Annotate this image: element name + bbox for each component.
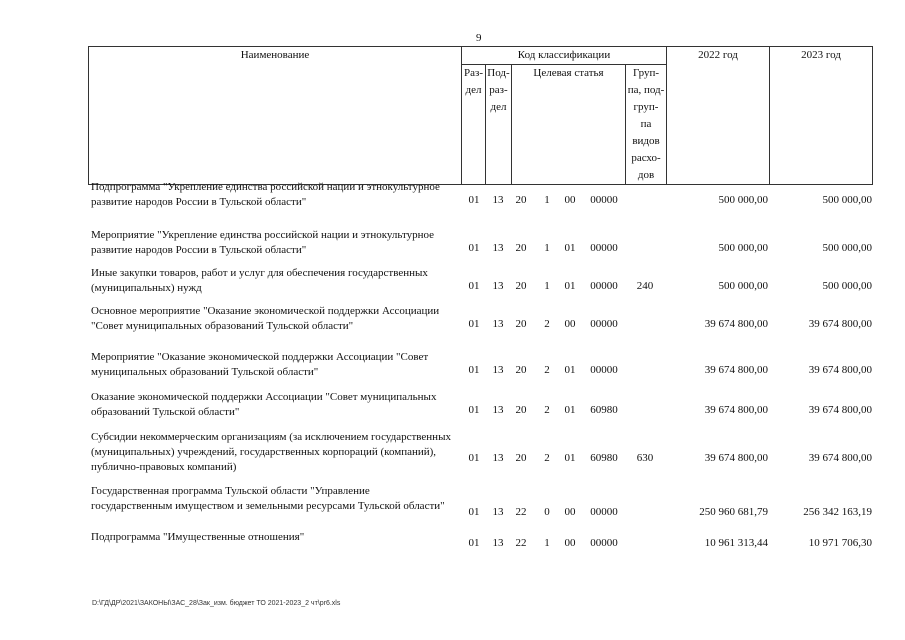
amount-2023: 500 000,00 bbox=[822, 194, 872, 206]
header-podrazdel: Под- раз- дел bbox=[486, 65, 512, 185]
cell-t2: 2 bbox=[544, 452, 550, 464]
row-name: Субсидии некоммерческим организациям (за исключением государственных (муниципальных) учреждений, государственных корпораций (компаний), публично-правовых компаний) bbox=[91, 431, 451, 473]
cell-t1: 20 bbox=[515, 452, 527, 464]
cell-r: 01 bbox=[468, 404, 480, 416]
page-number: 9 bbox=[476, 32, 482, 44]
amount-2023: 39 674 800,00 bbox=[808, 452, 872, 464]
cell-t2: 2 bbox=[544, 404, 550, 416]
cell-t4: 00000 bbox=[590, 194, 618, 206]
cell-t4: 00000 bbox=[590, 537, 618, 549]
cell-pr: 13 bbox=[492, 194, 504, 206]
cell-t4: 60980 bbox=[590, 452, 618, 464]
cell-pr: 13 bbox=[492, 242, 504, 254]
amount-2023: 39 674 800,00 bbox=[808, 364, 872, 376]
amount-2022: 39 674 800,00 bbox=[704, 404, 768, 416]
amount-2022: 500 000,00 bbox=[718, 194, 768, 206]
cell-t3: 01 bbox=[564, 242, 576, 254]
cell-r: 01 bbox=[468, 506, 480, 518]
amount-2022: 250 960 681,79 bbox=[699, 506, 768, 518]
cell-t4: 60980 bbox=[590, 404, 618, 416]
header-group: Груп- па, под- груп- па видов расхо- дов bbox=[626, 65, 667, 185]
amount-2023: 39 674 800,00 bbox=[808, 318, 872, 330]
cell-t1: 22 bbox=[515, 506, 527, 518]
cell-t2: 2 bbox=[544, 364, 550, 376]
amount-2022: 39 674 800,00 bbox=[704, 318, 768, 330]
cell-t2: 2 bbox=[544, 318, 550, 330]
amount-2022: 10 961 313,44 bbox=[704, 537, 768, 549]
cell-r: 01 bbox=[468, 194, 480, 206]
row-name: Мероприятие "Оказание экономической поддержки Ассоциации "Совет муниципальных образований Тульской области" bbox=[91, 351, 429, 378]
cell-t4: 00000 bbox=[590, 364, 618, 376]
cell-pr: 13 bbox=[492, 364, 504, 376]
cell-t1: 20 bbox=[515, 242, 527, 254]
row-name: Оказание экономической поддержки Ассоциации "Совет муниципальных образований Тульской области" bbox=[91, 391, 437, 418]
cell-t3: 01 bbox=[564, 452, 576, 464]
amount-2022: 39 674 800,00 bbox=[704, 364, 768, 376]
table-header bbox=[88, 46, 873, 185]
cell-t1: 20 bbox=[515, 364, 527, 376]
amount-2023: 10 971 706,30 bbox=[808, 537, 872, 549]
cell-t4: 00000 bbox=[590, 242, 618, 254]
amount-2022: 500 000,00 bbox=[718, 280, 768, 292]
amount-2023: 500 000,00 bbox=[822, 280, 872, 292]
cell-r: 01 bbox=[468, 537, 480, 549]
cell-t1: 20 bbox=[515, 280, 527, 292]
cell-t3: 01 bbox=[564, 404, 576, 416]
cell-t1: 20 bbox=[515, 404, 527, 416]
header-razdel: Раз- дел bbox=[462, 65, 486, 185]
cell-t2: 1 bbox=[544, 242, 550, 254]
row-name: Подпрограмма "Укрепление единства российской нации и этнокультурное развитие народов России в Тульской области" bbox=[91, 181, 440, 208]
header-name: Наименование bbox=[89, 47, 462, 185]
cell-g: 630 bbox=[636, 452, 654, 464]
row-name: Основное мероприятие "Оказание экономической поддержки Ассоциации "Совет муниципальных образований Тульской области" bbox=[91, 305, 440, 332]
row-name: Подпрограмма "Имущественные отношения" bbox=[91, 531, 305, 543]
cell-t2: 0 bbox=[544, 506, 550, 518]
cell-g: 240 bbox=[636, 280, 654, 292]
header-year-2023: 2023 год bbox=[770, 47, 873, 185]
cell-pr: 13 bbox=[492, 452, 504, 464]
header-year-2022: 2022 год bbox=[667, 47, 770, 185]
cell-t4: 00000 bbox=[590, 280, 618, 292]
header-target: Целевая статья bbox=[512, 65, 626, 185]
row-name: Мероприятие "Укрепление единства российской нации и этнокультурное развитие народов России в Тульской области" bbox=[91, 229, 435, 256]
amount-2022: 39 674 800,00 bbox=[704, 452, 768, 464]
cell-t2: 1 bbox=[544, 280, 550, 292]
cell-t2: 1 bbox=[544, 194, 550, 206]
cell-r: 01 bbox=[468, 280, 480, 292]
cell-pr: 13 bbox=[492, 404, 504, 416]
cell-t3: 00 bbox=[564, 318, 576, 330]
cell-t1: 20 bbox=[515, 194, 527, 206]
row-name: Иные закупки товаров, работ и услуг для обеспечения государственных (муниципальных) нужд bbox=[91, 267, 428, 294]
amount-2022: 500 000,00 bbox=[718, 242, 768, 254]
cell-r: 01 bbox=[468, 452, 480, 464]
cell-t4: 00000 bbox=[590, 318, 618, 330]
row-name: Государственная программа Тульской области "Управление государственным имуществом и земельными ресурсами Тульской области" bbox=[91, 485, 445, 512]
cell-pr: 13 bbox=[492, 318, 504, 330]
cell-t1: 22 bbox=[515, 537, 527, 549]
header-code: Код классификации bbox=[462, 47, 667, 65]
cell-t3: 01 bbox=[564, 280, 576, 292]
cell-t3: 00 bbox=[564, 506, 576, 518]
cell-t3: 00 bbox=[564, 537, 576, 549]
cell-t2: 1 bbox=[544, 537, 550, 549]
cell-t3: 01 bbox=[564, 364, 576, 376]
amount-2023: 256 342 163,19 bbox=[803, 506, 872, 518]
cell-r: 01 bbox=[468, 242, 480, 254]
cell-pr: 13 bbox=[492, 537, 504, 549]
cell-t3: 00 bbox=[564, 194, 576, 206]
amount-2023: 39 674 800,00 bbox=[808, 404, 872, 416]
cell-pr: 13 bbox=[492, 506, 504, 518]
cell-t4: 00000 bbox=[590, 506, 618, 518]
cell-r: 01 bbox=[468, 318, 480, 330]
cell-pr: 13 bbox=[492, 280, 504, 292]
cell-t1: 20 bbox=[515, 318, 527, 330]
amount-2023: 500 000,00 bbox=[822, 242, 872, 254]
cell-r: 01 bbox=[468, 364, 480, 376]
file-path-footer: D:\ГД\ДР\2021\ЗАКОНЫ\ЗАС_28\Зак_изм. бюджет ТО 2021-2023_2 чт\pr6.xls bbox=[92, 600, 341, 607]
